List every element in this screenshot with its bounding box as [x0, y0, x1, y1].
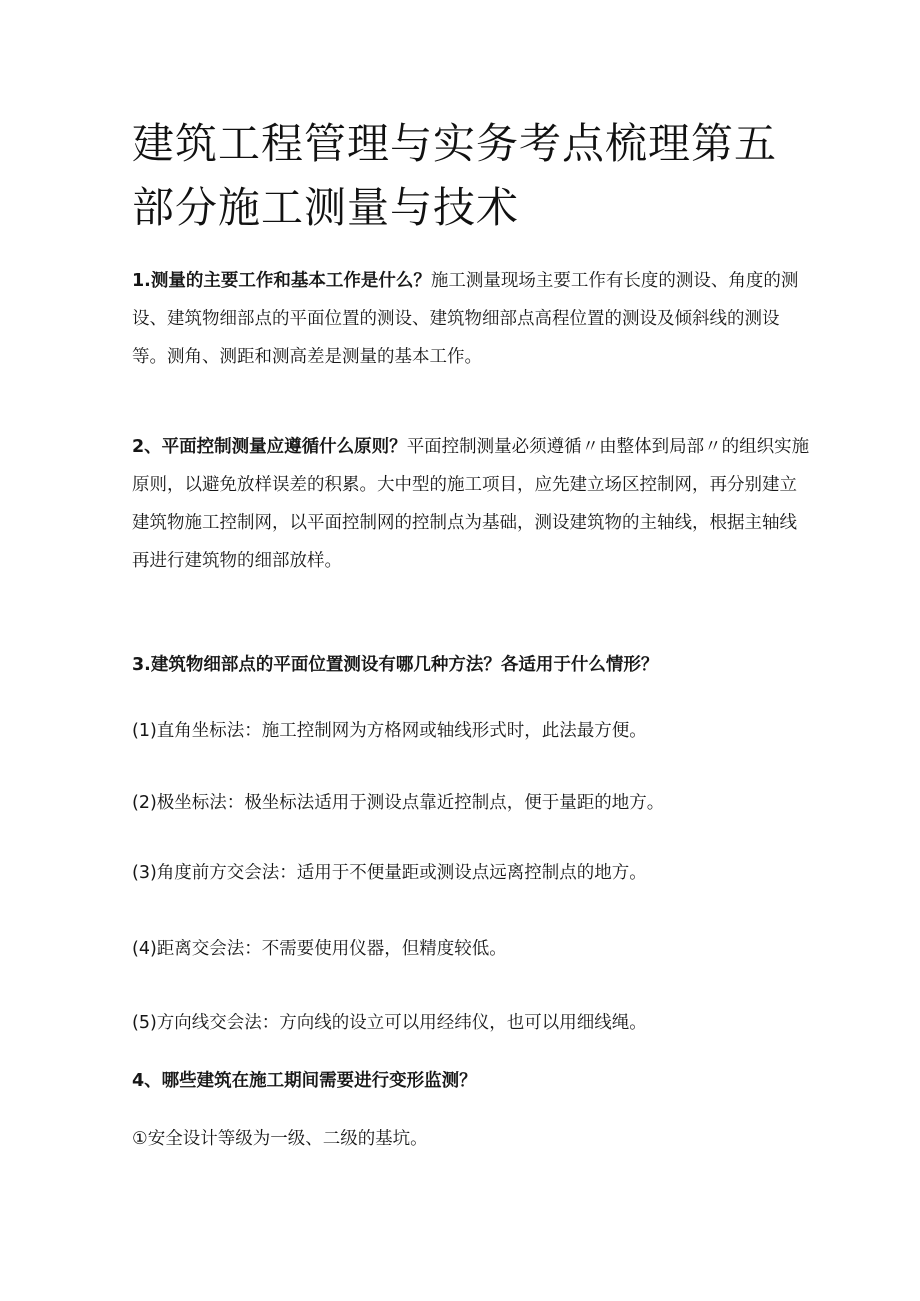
question-1-paragraph — [132, 262, 812, 376]
document-title: 建筑工程管理与实务考点梳理第五部分施工测量与技术 — [132, 119, 778, 232]
method-item-1: (1)直角坐标法：施工控制网为方格网或轴线形式时，此法最方便。 — [132, 721, 647, 741]
question-2-paragraph — [132, 428, 812, 580]
question-2-heading: 2、平面控制测量应遵循什么原则？ — [132, 437, 407, 457]
question-3-heading: 3.建筑物细部点的平面位置测设有哪几种方法？各适用于什么情形？ — [132, 655, 659, 675]
method-item-3: (3)角度前方交会法：适用于不便量距或测设点远离控制点的地方。 — [132, 863, 647, 883]
question-4-heading: 4、哪些建筑在施工期间需要进行变形监测？ — [132, 1071, 477, 1091]
method-item-4: (4)距离交会法：不需要使用仪器，但精度较低。 — [132, 939, 507, 959]
question-2-answer: 平面控制测量必须遵循〃由整体到局部〃的组织实施原则，以避免放样误差的积累。大中型的施工项目，应先建立场区控制网，再分别建立建筑物施工控制网，以平面控制网的控制点为基础，测设建筑物的主轴线，根据主轴线再进行建筑物的细部放样。 — [132, 437, 810, 571]
method-item-2: (2)极坐标法：极坐标法适用于测设点靠近控制点，便于量距的地方。 — [132, 793, 665, 813]
method-item-5: (5)方向线交会法：方向线的设立可以用经纬仪，也可以用细线绳。 — [132, 1013, 647, 1033]
monitoring-item-1: ①安全设计等级为一级、二级的基坑。 — [132, 1129, 428, 1149]
question-1-answer: 施工测量现场主要工作有长度的测设、角度的测设、建筑物细部点的平面位置的测设、建筑物细部点高程位置的测设及倾斜线的测设等。测角、测距和测高差是测量的基本工作。 — [132, 271, 799, 367]
question-1-heading: 1.测量的主要工作和基本工作是什么？ — [132, 271, 431, 291]
